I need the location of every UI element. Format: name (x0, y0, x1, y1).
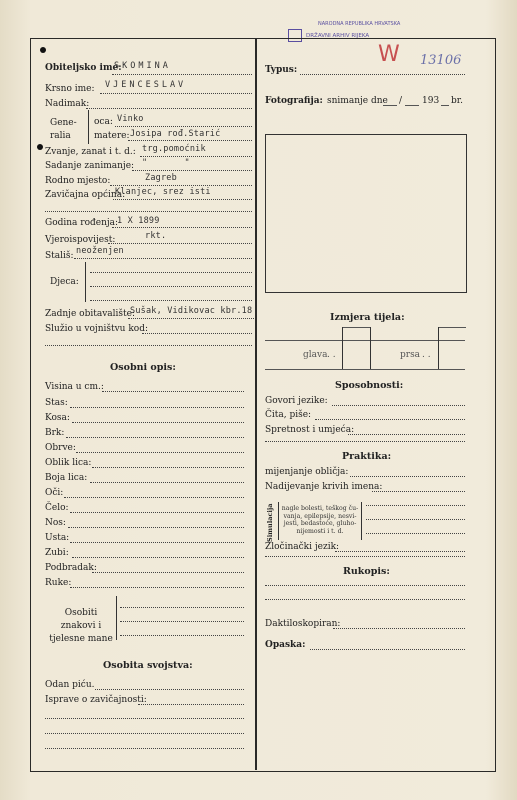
heading-sposobnosti: Sposobnosti: (335, 380, 404, 391)
label-kosa: Kosa: (45, 413, 70, 423)
line (366, 505, 465, 506)
line (45, 211, 252, 212)
heading-izmjera: Izmjera tijela: (330, 312, 405, 323)
label-stas: Stas: (45, 398, 68, 408)
znakovi-bracket (116, 596, 117, 640)
line (45, 345, 252, 346)
label-fotografija: Fotografija: (265, 96, 323, 106)
value-zadnje: Sušak, Vidikovac kbr.18 (130, 306, 253, 316)
prsa-dots: . . (422, 350, 431, 360)
line (115, 126, 252, 127)
value-obiteljsko-ime: SKOMINA (114, 61, 171, 71)
divider-v (370, 327, 371, 369)
line (45, 733, 244, 734)
label-zubi: Zubi: (45, 548, 69, 558)
stamp-line-2: DRŽAVNI ARHIV RIJEKA (306, 33, 370, 39)
label-matere: matere: (94, 131, 130, 141)
divider-v (342, 327, 343, 369)
heading-rukopis: Rukopis: (343, 566, 390, 577)
handwritten-number: 13106 (420, 53, 462, 68)
label-glava: glava (303, 350, 328, 360)
snimanje-slash: / (399, 96, 403, 106)
label-brk: Brk: (45, 428, 65, 438)
hole-dot-mid (37, 144, 43, 150)
value-krsno-ime: VJENCESLAV (105, 80, 187, 90)
line (70, 512, 244, 513)
line (86, 108, 252, 109)
line (265, 556, 465, 557)
glava-dots: . . (327, 350, 336, 360)
line (335, 551, 465, 552)
line (66, 437, 244, 438)
line (74, 258, 252, 259)
line (265, 340, 465, 341)
column-divider (255, 38, 257, 770)
line (90, 482, 244, 483)
label-nadijevanje: Nadijevanje krivih imena: (265, 482, 383, 492)
line (265, 441, 465, 442)
label-djeca: Djeca: (50, 277, 79, 287)
label-oblik-lica: Oblik lica: (45, 458, 92, 468)
line (112, 74, 252, 75)
label-obrve: Obrve: (45, 443, 76, 453)
snimanje-br: br. (451, 96, 463, 106)
value-oca: Vinko (117, 114, 144, 124)
line (333, 628, 465, 629)
heading-osobita-svojstva: Osobita svojstva: (103, 660, 193, 671)
label-vjera: Vjeroispovijest: (45, 235, 116, 245)
value-vjera: rkt. (145, 231, 167, 241)
label-sluzio: Služio u vojništvu kod: (45, 324, 149, 334)
line (92, 467, 244, 468)
line (120, 635, 244, 636)
label-krsno-ime: Krsno ime: (45, 84, 95, 94)
value-matere: Josipa rođ.Starić (130, 129, 221, 139)
heading-osobni-opis: Osobni opis: (110, 362, 176, 373)
label-obiteljsko-ime: Obiteljsko ime: (45, 63, 122, 73)
label-govori: Govori jezike: (265, 396, 328, 406)
line (142, 333, 252, 334)
line (441, 105, 449, 106)
label-rodno: Rodno mjesto: (45, 176, 111, 186)
simulacija-bracket-right (361, 502, 362, 540)
line (100, 93, 252, 94)
heading-praktika: Praktika: (342, 451, 392, 462)
snimanje-year: 193 (422, 96, 440, 106)
label-mijenjanje: mijenjanje obličja: (265, 467, 349, 477)
line (110, 185, 252, 186)
label-snimanje: snimanje dne (327, 96, 388, 106)
label-stalis: Stališ: (45, 251, 74, 261)
label-isprave: Isprave o zavičajnosti: (45, 695, 147, 705)
label-generalia: Gene-ralia (50, 118, 77, 141)
line (332, 405, 465, 406)
line (300, 74, 465, 75)
line (76, 452, 244, 453)
line (72, 422, 244, 423)
label-odan-picu: Odan piću. (45, 680, 95, 690)
line (112, 227, 252, 228)
value-zavicajna: Klanjec, srez isti (115, 187, 211, 197)
label-zvanje: Zvanje, zanat i t. d.: (45, 147, 136, 157)
line (265, 599, 465, 600)
label-usta: Usta: (45, 533, 70, 543)
divider-v (438, 327, 439, 369)
line (64, 497, 244, 498)
label-zadnje: Zadnje obitavalište: (45, 309, 135, 319)
label-daktiloskopiran: Daktiloskopiran: (265, 619, 341, 629)
label-celo: Čelo: (45, 503, 69, 513)
line (366, 519, 465, 520)
label-osobiti-znakovi: Osobiti znakovi i tjelesne mane (49, 608, 113, 644)
line (310, 649, 465, 650)
line (315, 419, 465, 420)
line (120, 621, 244, 622)
line (45, 748, 244, 749)
line (90, 272, 252, 273)
label-zlocinacki: Zločinački jezik: (265, 542, 340, 552)
line (342, 327, 370, 328)
label-opaska: Opaska: (265, 640, 306, 650)
label-simulacija: Simulacija (266, 503, 274, 542)
label-oca: oca: (94, 117, 113, 127)
value-stalis: neoženjen (76, 246, 124, 256)
label-nadimak: Nadimak: (45, 99, 90, 109)
line (70, 542, 244, 543)
value-godina: 1 X 1899 (117, 216, 160, 226)
line (68, 527, 244, 528)
line (128, 318, 254, 319)
value-zvanje: trg.pomoćnik (142, 144, 206, 154)
label-oci: Oči: (45, 488, 64, 498)
djeca-bracket (85, 262, 86, 302)
simulacija-bracket-left (278, 502, 279, 540)
line (405, 105, 419, 106)
simulacija-text: nagle bolesti, teškog ču-vanja, epilepsije, nesvi-jesti, bedastoće, gluho-nijemosti i t. d. (281, 505, 359, 535)
line (132, 170, 252, 171)
line (70, 407, 244, 408)
line (383, 105, 397, 106)
line (108, 243, 252, 244)
label-podbradak: Podbradak: (45, 563, 97, 573)
label-typus: Typus: (265, 65, 298, 75)
line (90, 286, 252, 287)
line (45, 718, 244, 719)
line (366, 533, 465, 534)
value-rodno: Zagreb (145, 173, 177, 183)
label-cita: Čita, piše: (265, 410, 312, 420)
line (102, 391, 244, 392)
label-boja-lica: Boja lica: (45, 473, 88, 483)
red-check-mark: W (378, 42, 400, 67)
line (113, 199, 252, 200)
hole-dot-top (40, 47, 46, 53)
line (138, 704, 244, 705)
line (70, 587, 244, 588)
line (350, 476, 465, 477)
line (265, 369, 465, 370)
label-ruke: Ruke: (45, 578, 72, 588)
value-sadanje: " " (142, 158, 190, 168)
stamp-line-1: NARODNA REPUBLIKA HRVATSKA (318, 21, 401, 27)
line (140, 156, 252, 157)
label-prsa: prsa (400, 350, 421, 360)
label-godina: Godina rođenja: (45, 218, 119, 228)
label-spretnost: Spretnost i umjeća: (265, 425, 355, 435)
label-zavicajna: Zavičajna općina: (45, 190, 126, 200)
line (92, 572, 244, 573)
generalia-bracket (88, 110, 89, 144)
line (348, 434, 465, 435)
photo-box (265, 134, 467, 293)
line (372, 491, 465, 492)
line (265, 585, 465, 586)
line (128, 140, 252, 141)
line (95, 689, 244, 690)
line (72, 557, 244, 558)
label-visina: Visina u cm.: (45, 382, 104, 392)
line (120, 607, 244, 608)
label-nos: Nos: (45, 518, 66, 528)
label-sadanje: Sadanje zanimanje: (45, 161, 135, 171)
line (90, 300, 252, 301)
line (438, 327, 466, 328)
